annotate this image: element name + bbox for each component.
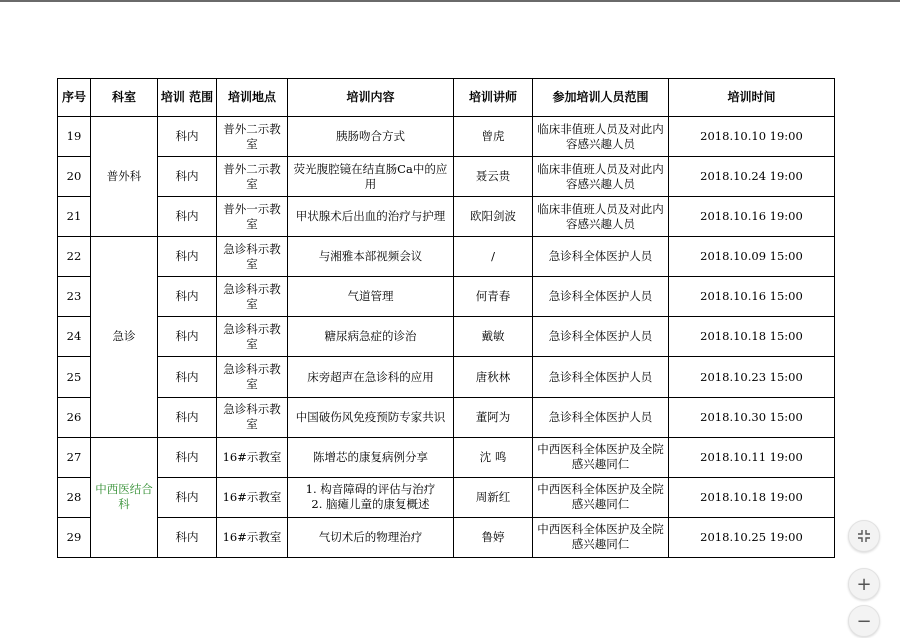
cell-location: 普外二示教室 — [217, 157, 288, 197]
header-dept: 科室 — [91, 79, 158, 117]
cell-lecturer: 沈 鸣 — [454, 437, 533, 477]
cell-seq: 22 — [58, 237, 91, 277]
cell-seq: 20 — [58, 157, 91, 197]
cell-time: 2018.10.10 19:00 — [669, 117, 835, 157]
cell-participants: 急诊科全体医护人员 — [533, 357, 669, 397]
cell-participants: 中西医科全体医护及全院感兴趣同仁 — [533, 437, 669, 477]
header-row — [58, 79, 835, 117]
zoom-out-button[interactable]: − — [848, 605, 880, 637]
table-row — [58, 397, 835, 437]
header-location: 培训地点 — [217, 79, 288, 117]
cell-lecturer: 周新红 — [454, 477, 533, 517]
cell-lecturer: 欧阳剑波 — [454, 197, 533, 237]
cell-time: 2018.10.09 15:00 — [669, 237, 835, 277]
cell-scope: 科内 — [158, 237, 217, 277]
table-row — [58, 357, 835, 397]
cell-time: 2018.10.11 19:00 — [669, 437, 835, 477]
table-row — [58, 517, 835, 557]
cell-location: 急诊科示教室 — [217, 237, 288, 277]
cell-lecturer: 唐秋林 — [454, 357, 533, 397]
cell-scope: 科内 — [158, 317, 217, 357]
cell-content: 与湘雅本部视频会议 — [288, 237, 454, 277]
cell-scope: 科内 — [158, 517, 217, 557]
cell-participants: 临床非值班人员及对此内容感兴趣人员 — [533, 197, 669, 237]
cell-content: 糖尿病急症的诊治 — [288, 317, 454, 357]
cell-location: 16#示教室 — [217, 517, 288, 557]
cell-time: 2018.10.24 19:00 — [669, 157, 835, 197]
cell-location: 急诊科示教室 — [217, 317, 288, 357]
cell-content: 荧光腹腔镜在结直肠Ca中的应用 — [288, 157, 454, 197]
cell-participants: 临床非值班人员及对此内容感兴趣人员 — [533, 157, 669, 197]
cell-scope: 科内 — [158, 197, 217, 237]
cell-scope: 科内 — [158, 277, 217, 317]
content-line-1: 1. 构音障碍的评估与治疗 — [305, 482, 436, 497]
cell-location: 普外一示教室 — [217, 197, 288, 237]
cell-content: 床旁超声在急诊科的应用 — [288, 357, 454, 397]
cell-seq: 21 — [58, 197, 91, 237]
cell-participants: 急诊科全体医护人员 — [533, 237, 669, 277]
cell-participants: 急诊科全体医护人员 — [533, 317, 669, 357]
table-row — [58, 117, 835, 157]
cell-content: 陈增芯的康复病例分享 — [288, 437, 454, 477]
cell-location: 16#示教室 — [217, 477, 288, 517]
cell-time: 2018.10.23 15:00 — [669, 357, 835, 397]
cell-participants: 急诊科全体医护人员 — [533, 277, 669, 317]
cell-dept: 中西医结合科 — [91, 437, 158, 557]
table-row — [58, 477, 835, 517]
cell-dept: 普外科 — [91, 117, 158, 237]
header-time: 培训时间 — [669, 79, 835, 117]
training-schedule-table — [57, 78, 835, 558]
cell-lecturer: 董阿为 — [454, 397, 533, 437]
header-seq: 序号 — [58, 79, 91, 117]
cell-location: 急诊科示教室 — [217, 397, 288, 437]
fit-page-button[interactable] — [848, 520, 880, 552]
cell-seq: 29 — [58, 517, 91, 557]
cell-content: 气切术后的物理治疗 — [288, 517, 454, 557]
table-row — [58, 317, 835, 357]
cell-content: 气道管理 — [288, 277, 454, 317]
cell-seq: 19 — [58, 117, 91, 157]
header-lecturer: 培训讲师 — [454, 79, 533, 117]
content-line-2: 2. 脑瘫儿童的康复概述 — [311, 497, 430, 512]
collapse-arrows-icon — [857, 529, 871, 543]
cell-time: 2018.10.16 19:00 — [669, 197, 835, 237]
table-row — [58, 437, 835, 477]
header-content: 培训内容 — [288, 79, 454, 117]
cell-location: 急诊科示教室 — [217, 277, 288, 317]
cell-time: 2018.10.18 19:00 — [669, 477, 835, 517]
cell-seq: 26 — [58, 397, 91, 437]
cell-seq: 25 — [58, 357, 91, 397]
cell-scope: 科内 — [158, 157, 217, 197]
table-row — [58, 157, 835, 197]
cell-lecturer: / — [454, 237, 533, 277]
table-row — [58, 237, 835, 277]
cell-lecturer: 曾虎 — [454, 117, 533, 157]
cell-location: 急诊科示教室 — [217, 357, 288, 397]
cell-time: 2018.10.16 15:00 — [669, 277, 835, 317]
cell-seq: 23 — [58, 277, 91, 317]
table-row — [58, 277, 835, 317]
cell-location: 16#示教室 — [217, 437, 288, 477]
table-row — [58, 197, 835, 237]
cell-scope: 科内 — [158, 477, 217, 517]
cell-scope: 科内 — [158, 117, 217, 157]
cell-scope: 科内 — [158, 397, 217, 437]
cell-lecturer: 聂云贵 — [454, 157, 533, 197]
cell-time: 2018.10.18 15:00 — [669, 317, 835, 357]
cell-time: 2018.10.25 19:00 — [669, 517, 835, 557]
cell-lecturer: 鲁婷 — [454, 517, 533, 557]
cell-participants: 临床非值班人员及对此内容感兴趣人员 — [533, 117, 669, 157]
cell-content: 甲状腺术后出血的治疗与护理 — [288, 197, 454, 237]
cell-participants: 急诊科全体医护人员 — [533, 397, 669, 437]
zoom-in-button[interactable]: + — [848, 568, 880, 600]
top-border-line — [0, 0, 900, 2]
cell-seq: 24 — [58, 317, 91, 357]
cell-participants: 中西医科全体医护及全院感兴趣同仁 — [533, 477, 669, 517]
cell-lecturer: 何青春 — [454, 277, 533, 317]
header-scope: 培训 范围 — [158, 79, 217, 117]
cell-location: 普外二示教室 — [217, 117, 288, 157]
cell-participants: 中西医科全体医护及全院感兴趣同仁 — [533, 517, 669, 557]
cell-seq: 27 — [58, 437, 91, 477]
cell-scope: 科内 — [158, 437, 217, 477]
cell-scope: 科内 — [158, 357, 217, 397]
cell-time: 2018.10.30 15:00 — [669, 397, 835, 437]
header-participants: 参加培训人员范围 — [533, 79, 669, 117]
cell-content — [288, 477, 454, 517]
cell-content: 中国破伤风免疫预防专家共识 — [288, 397, 454, 437]
cell-lecturer: 戴敏 — [454, 317, 533, 357]
cell-seq: 28 — [58, 477, 91, 517]
cell-content: 胰肠吻合方式 — [288, 117, 454, 157]
cell-dept: 急诊 — [91, 237, 158, 437]
